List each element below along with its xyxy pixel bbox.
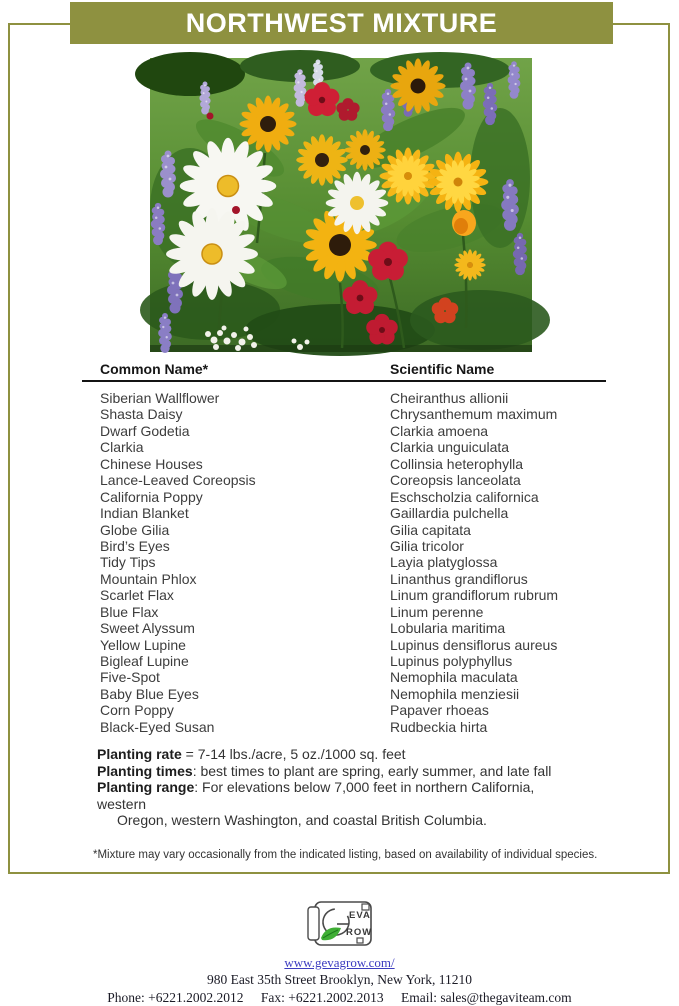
common-name-cell: Clarkia: [100, 439, 144, 456]
scientific-name-cell: Linanthus grandiflorus: [390, 570, 528, 587]
table-row: [100, 522, 600, 538]
scientific-name-cell: Lobularia maritima: [390, 620, 506, 637]
scientific-name-cell: Linum perenne: [390, 603, 484, 620]
table-row: [100, 637, 600, 653]
table-row: [100, 489, 600, 505]
scientific-name-cell: Papaver rhoeas: [390, 702, 489, 719]
planting-times-label: Planting times: [97, 762, 193, 779]
planting-rate-value: 7-14 lbs./acre, 5 oz./1000 sq. feet: [197, 746, 406, 762]
scientific-name-cell: Clarkia amoena: [390, 422, 489, 439]
email-text: Email: sales@thegaviteam.com: [401, 990, 572, 1005]
common-name-cell: Black-Eyed Susan: [100, 718, 215, 735]
planting-range-label: Planting range: [97, 779, 195, 796]
table-row: [100, 406, 600, 422]
common-name-cell: Sweet Alyssum: [100, 620, 195, 637]
table-row: [100, 423, 600, 439]
scientific-name-cell: Gilia capitata: [390, 521, 471, 538]
scientific-name-cell: Linum grandiflorum rubrum: [390, 587, 559, 604]
logo-text-eva: EVA: [348, 910, 371, 921]
gevagrow-logo: [305, 900, 375, 948]
table-row: [100, 587, 600, 603]
planting-range-continued: Oregon, western Washington, and coastal British Columbia.: [117, 812, 487, 829]
common-name-cell: Blue Flax: [100, 603, 159, 620]
table-row: [100, 719, 600, 735]
common-name-cell: Chinese Houses: [100, 455, 203, 472]
scientific-name-cell: Eschscholzia californica: [390, 488, 539, 505]
common-name-cell: Indian Blanket: [100, 505, 189, 522]
website-link[interactable]: www.gevagrow.com/: [284, 955, 395, 970]
species-table-header: [82, 361, 606, 382]
website-line: [0, 955, 679, 971]
table-row: [100, 390, 600, 406]
fax-text: Fax: +6221.2002.2013: [260, 990, 384, 1005]
common-name-cell: Siberian Wallflower: [100, 390, 220, 406]
table-row: [100, 439, 600, 455]
table-row: [100, 505, 600, 521]
table-row: [100, 456, 600, 472]
table-row: [100, 472, 600, 488]
table-row: [100, 604, 600, 620]
common-name-cell: Lance-Leaved Coreopsis: [100, 472, 256, 489]
table-row: [100, 669, 600, 685]
common-name-cell: Tidy Tips: [100, 554, 156, 571]
planting-times-line: Planting times: best times to plant are spring, early summer, and late fall: [97, 762, 552, 779]
common-name-cell: Shasta Daisy: [100, 406, 183, 423]
table-row: [100, 653, 600, 669]
common-name-cell: Yellow Lupine: [100, 636, 186, 653]
common-name-cell: Globe Gilia: [100, 521, 170, 538]
page-title: NORTHWEST MIXTURE: [185, 8, 498, 38]
planting-info: [97, 746, 637, 829]
phone-text: Phone: +6221.2002.2012: [107, 990, 244, 1005]
scientific-name-cell: Nemophila menziesii: [390, 685, 520, 702]
title-banner: [70, 2, 613, 44]
planting-range-line: Planting range: For elevations below 7,000 feet in northern California,: [97, 779, 535, 796]
wildflower-meadow-illustration: [150, 58, 532, 352]
scientific-name-cell: Coreopsis lanceolata: [390, 472, 521, 489]
mixture-footnote: *Mixture may vary occasionally from the indicated listing, based on availability of individual species.: [93, 849, 598, 861]
contact-line: [0, 990, 679, 1006]
common-name-cell: Mountain Phlox: [100, 570, 197, 587]
planting-times-value: best times to plant are spring, early summer, and late fall: [200, 762, 552, 779]
footer: [0, 900, 679, 1006]
planting-rate-line: Planting rate = 7-14 lbs./acre, 5 oz./1000 sq. feet: [97, 746, 406, 762]
common-name-cell: Five-Spot: [100, 669, 160, 686]
scientific-name-cell: Clarkia unguiculata: [390, 439, 510, 456]
scientific-name-cell: Gilia tricolor: [390, 537, 464, 554]
common-name-cell: California Poppy: [100, 488, 203, 505]
scientific-name-cell: Chrysanthemum maximum: [390, 406, 558, 423]
planting-range-wrap: western: [97, 795, 147, 812]
common-name-cell: Scarlet Flax: [100, 587, 174, 604]
scientific-name-cell: Gaillardia pulchella: [390, 505, 509, 522]
logo-text-row: ROW: [345, 927, 372, 938]
common-name-cell: Bird’s Eyes: [100, 537, 170, 554]
scientific-name-cell: Nemophila maculata: [390, 669, 518, 686]
planting-range-value: For elevations below 7,000 feet in northern California,: [202, 779, 535, 796]
scientific-name-header: Scientific Name: [390, 361, 495, 377]
scientific-name-cell: Collinsia heterophylla: [390, 455, 524, 472]
table-row: [100, 686, 600, 702]
common-name-cell: Bigleaf Lupine: [100, 653, 189, 669]
scientific-name-cell: Layia platyglossa: [390, 554, 498, 571]
common-name-cell: Corn Poppy: [100, 702, 174, 719]
common-name-cell: Baby Blue Eyes: [100, 685, 199, 702]
scientific-name-cell: Rudbeckia hirta: [390, 718, 488, 735]
common-name-cell: Dwarf Godetia: [100, 422, 190, 439]
table-row: [100, 571, 600, 587]
table-row: [100, 538, 600, 554]
wildflower-photo: [150, 58, 532, 352]
scientific-name-cell: Lupinus densiflorus aureus: [390, 636, 558, 653]
table-row: [100, 620, 600, 636]
scientific-name-cell: Cheiranthus allionii: [390, 390, 509, 406]
table-row: [100, 554, 600, 570]
table-row: [100, 702, 600, 718]
common-name-header: Common Name*: [100, 361, 209, 377]
species-table: [100, 390, 600, 735]
planting-rate-label: Planting rate: [97, 746, 182, 762]
scientific-name-cell: Lupinus polyphyllus: [390, 653, 513, 669]
address-line: 980 East 35th Street Brooklyn, New York, 11210: [207, 972, 472, 987]
